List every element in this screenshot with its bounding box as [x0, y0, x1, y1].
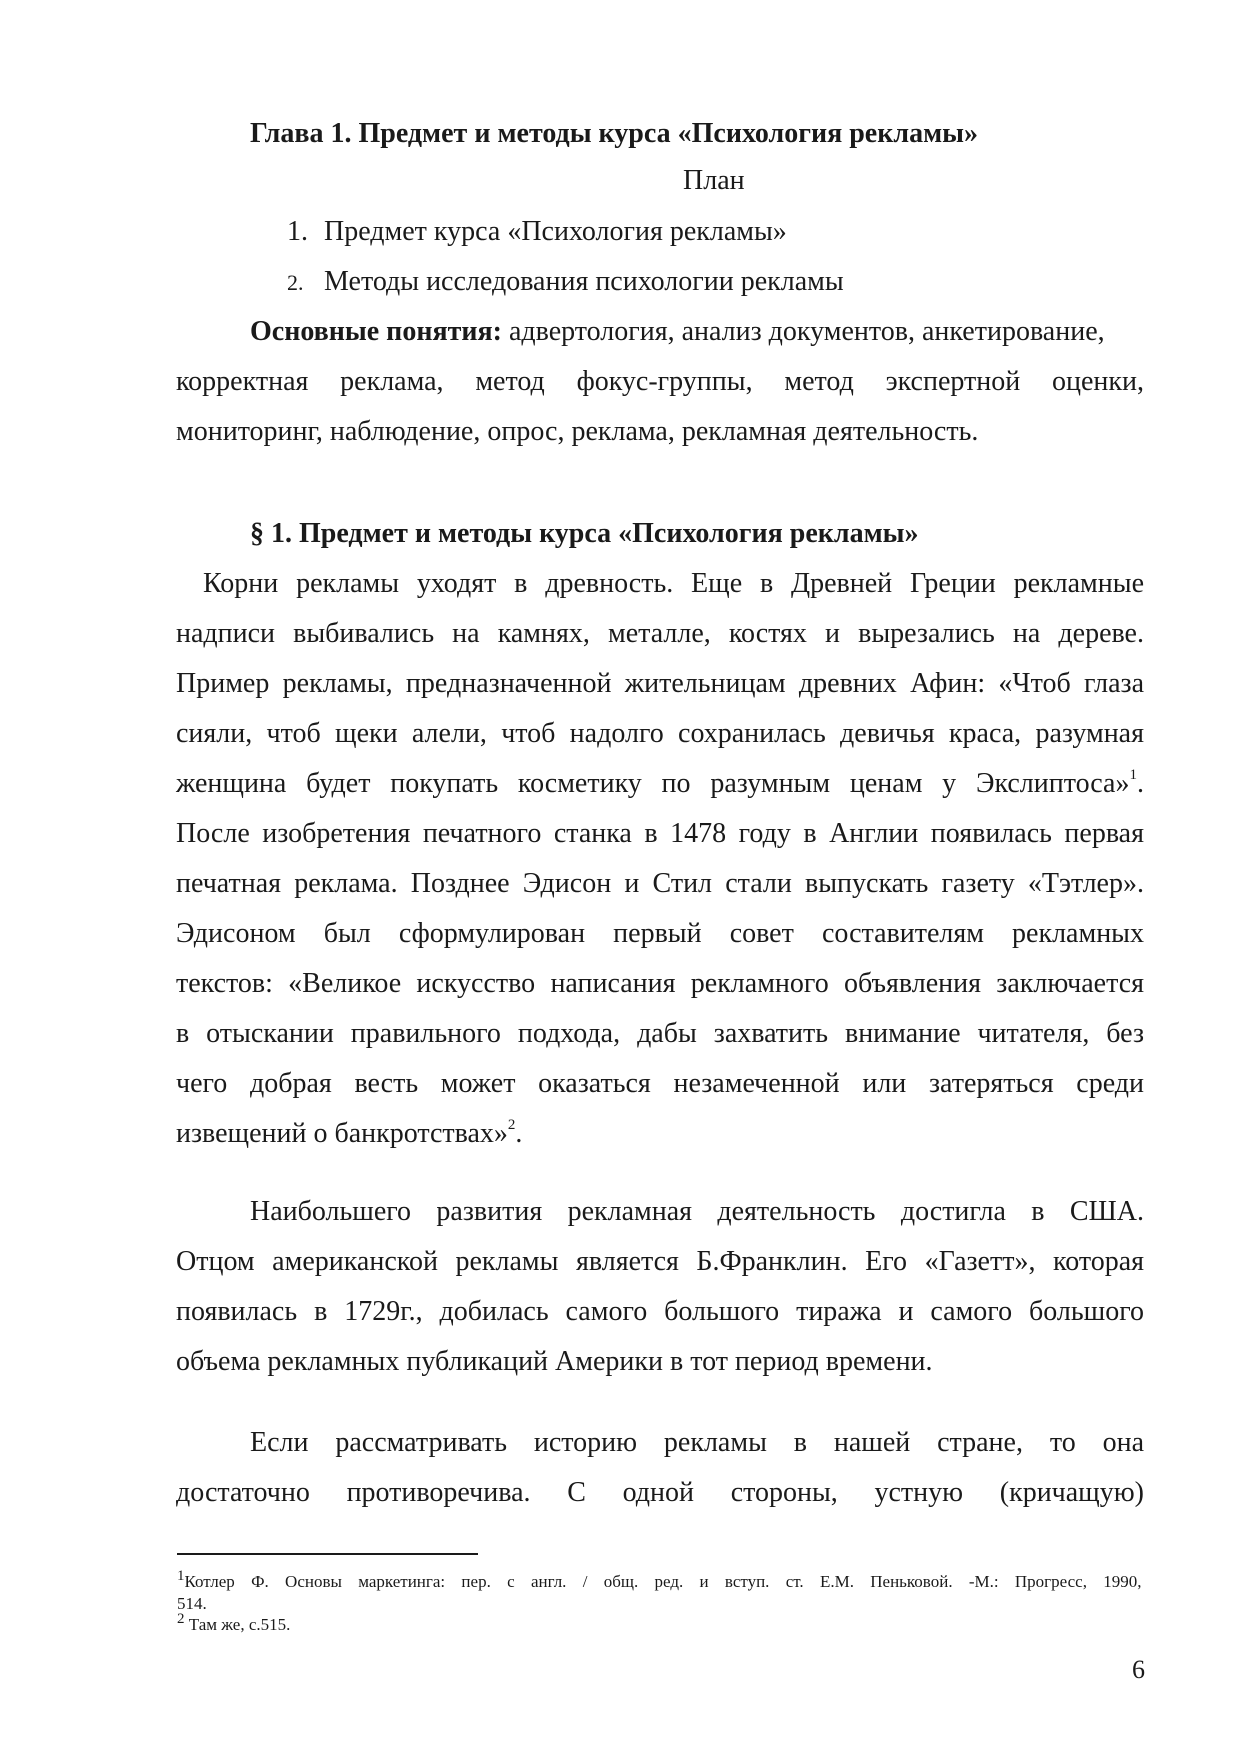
paragraph-text: .	[515, 1118, 523, 1149]
paragraph-line: сияли, чтоб щеки алели, чтоб надолго сохранилась девичья краса, разумная	[176, 718, 1144, 749]
plan-item-text: Предмет курса «Психология рекламы»	[324, 216, 787, 247]
plan-item-text: Методы исследования психологии рекламы	[324, 266, 844, 297]
paragraph-line: Пример рекламы, предназначенной жительницам древних Афин: «Чтоб глаза	[176, 668, 1144, 699]
paragraph-line	[176, 1116, 522, 1152]
paragraph-line: текстов: «Великое искусство написания рекламного объявления заключается	[176, 968, 1144, 999]
footnote-separator	[177, 1553, 478, 1555]
footnote-reference[interactable]: 1	[1129, 766, 1137, 783]
paragraph-line: Отцом американской рекламы является Б.Франклин. Его «Газетт», которая	[176, 1246, 1144, 1277]
footnote-mark: 1	[177, 1568, 185, 1584]
plan-item	[287, 264, 844, 301]
paragraph-line: Эдисоном был сформулирован первый совет составителям рекламных	[176, 918, 1144, 949]
footnote-text: Котлер Ф. Основы маркетинга: пер. с англ. / общ. ред. и вступ. ст. Е.М. Пеньковой. -М.: Прогресс, 1990,	[184, 1572, 1142, 1591]
footnote-reference[interactable]: 2	[507, 1116, 516, 1133]
key-concepts-line: корректная реклама, метод фокус-группы, метод экспертной оценки,	[176, 366, 1144, 397]
footnote	[177, 1611, 291, 1637]
paragraph-line: объема рекламных публикаций Америки в тот период времени.	[176, 1346, 933, 1377]
footnote-text: Там же, с.515.	[188, 1615, 291, 1634]
plan-item	[287, 214, 787, 250]
plan-heading: План	[683, 165, 745, 196]
paragraph-line	[176, 766, 1144, 802]
paragraph-line: надписи выбивались на камнях, металле, костях и вырезались на дереве.	[176, 618, 1144, 649]
plan-item-number: 2.	[287, 270, 304, 295]
paragraph-text: извещений о банкротствах»	[176, 1118, 508, 1149]
paragraph-line: чего добрая весть может оказаться незамеченной или затеряться среди	[176, 1068, 1144, 1099]
key-concepts-label: Основные понятия:	[250, 316, 502, 347]
paragraph-line: Наибольшего развития рекламная деятельность достигла в США.	[250, 1196, 1144, 1227]
footnote-continuation: 514.	[177, 1594, 207, 1613]
footnote-mark: 2	[177, 1611, 185, 1627]
paragraph-line: достаточно противоречива. С одной стороны, устную (кричащую)	[176, 1477, 1144, 1508]
footnote	[177, 1568, 1142, 1594]
plan-item-number: 1.	[287, 216, 308, 247]
paragraph-line: Если рассматривать историю рекламы в нашей стране, то она	[250, 1427, 1144, 1458]
paragraph-line: в отыскании правильного подхода, дабы захватить внимание читателя, без	[176, 1018, 1144, 1049]
paragraph-text: .	[1137, 768, 1144, 799]
key-concepts-line	[250, 314, 1105, 350]
paragraph-line: После изобретения печатного станка в 1478 году в Англии появилась первая	[176, 818, 1144, 849]
key-concepts-text: адвертология, анализ документов, анкетирование,	[508, 316, 1105, 347]
page-number: 6	[1132, 1655, 1145, 1684]
section-title: § 1. Предмет и методы курса «Психология рекламы»	[250, 518, 919, 549]
paragraph-line: появилась в 1729г., добилась самого большого тиража и самого большого	[176, 1296, 1144, 1327]
paragraph-text: женщина будет покупать косметику по разумным ценам у Экслиптоса»	[176, 768, 1130, 799]
key-concepts-line: мониторинг, наблюдение, опрос, реклама, рекламная деятельность.	[176, 416, 979, 447]
chapter-title: Глава 1. Предмет и методы курса «Психология рекламы»	[250, 118, 979, 149]
paragraph-line: печатная реклама. Позднее Эдисон и Стил стали выпускать газету «Тэтлер».	[176, 868, 1144, 899]
paragraph-line: Корни рекламы уходят в древность. Еще в Древней Греции рекламные	[203, 568, 1144, 599]
